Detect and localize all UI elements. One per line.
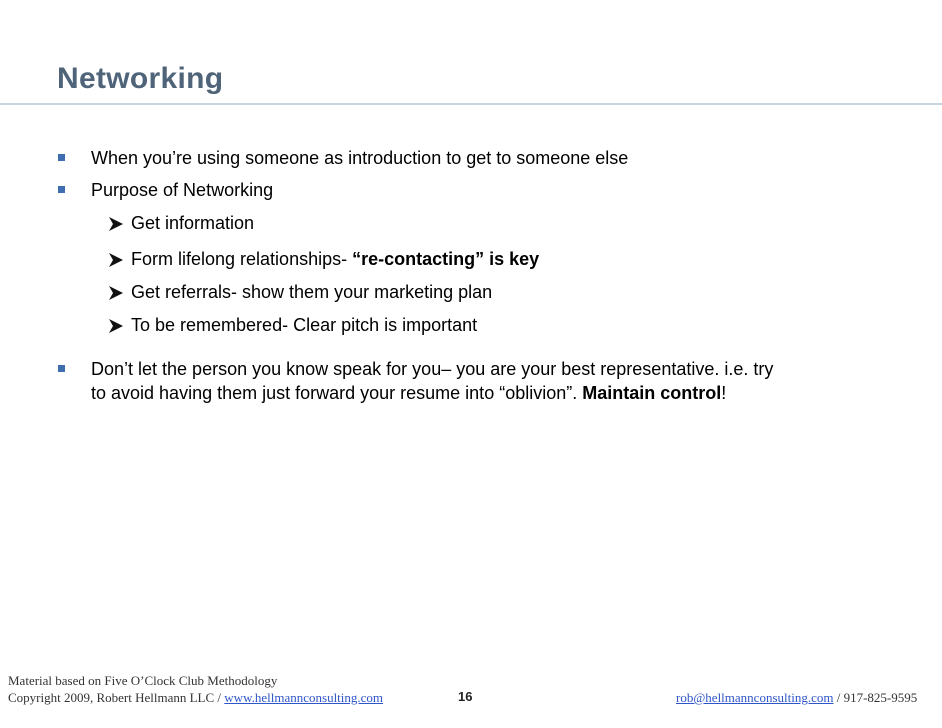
bullet-text: Purpose of Networking bbox=[91, 180, 274, 200]
website-link[interactable]: www.hellmannconsulting.com bbox=[224, 690, 384, 705]
sub-bullet-item bbox=[131, 247, 539, 272]
arrow-bullet-icon bbox=[107, 215, 125, 233]
footer-copyright-text: Copyright 2009, Robert Hellmann LLC / bbox=[8, 690, 225, 705]
footer-methodology bbox=[8, 673, 277, 689]
bullet-item bbox=[91, 178, 273, 203]
page-number: 16 bbox=[458, 689, 473, 704]
email-link[interactable]: rob@hellmannconsulting.com bbox=[676, 690, 834, 705]
bullet-item-continuation bbox=[91, 381, 726, 406]
arrow-bullet-icon bbox=[107, 317, 125, 335]
sub-bullet-text: Get information bbox=[131, 213, 255, 233]
bullet-emphasis: Maintain control bbox=[582, 383, 722, 403]
title-divider bbox=[0, 103, 942, 105]
bullet-tail: ! bbox=[721, 383, 727, 403]
arrow-bullet-icon bbox=[107, 251, 125, 269]
sub-bullet-text: To be remembered- Clear pitch is important bbox=[131, 315, 478, 335]
bullet-text-line-1: Don’t let the person you know speak for you– you are your best representative. i.e. try bbox=[91, 359, 774, 379]
footer-phone: / 917-825-9595 bbox=[833, 690, 918, 705]
square-bullet-icon bbox=[58, 154, 65, 161]
arrow-bullet-icon bbox=[107, 284, 125, 302]
footer-methodology-text: Material based on Five O’Clock Club Methodology bbox=[8, 673, 278, 688]
bullet-text: When you’re using someone as introduction to get to someone else bbox=[91, 148, 629, 168]
sub-bullet-item bbox=[131, 313, 477, 338]
bullet-item bbox=[91, 146, 628, 171]
bullet-item bbox=[91, 357, 773, 382]
sub-bullet-item bbox=[131, 211, 254, 236]
sub-bullet-emphasis: “re-contacting” is key bbox=[352, 249, 540, 269]
bullet-text-line-2: to avoid having them just forward your resume into “oblivion”. bbox=[91, 383, 583, 403]
sub-bullet-item bbox=[131, 280, 492, 305]
footer-contact bbox=[676, 690, 917, 706]
footer-copyright bbox=[8, 690, 383, 706]
square-bullet-icon bbox=[58, 186, 65, 193]
slide-title: Networking bbox=[57, 62, 224, 95]
square-bullet-icon bbox=[58, 365, 65, 372]
sub-bullet-text: Get referrals- show them your marketing plan bbox=[131, 282, 493, 302]
sub-bullet-text: Form lifelong relationships- bbox=[131, 249, 353, 269]
